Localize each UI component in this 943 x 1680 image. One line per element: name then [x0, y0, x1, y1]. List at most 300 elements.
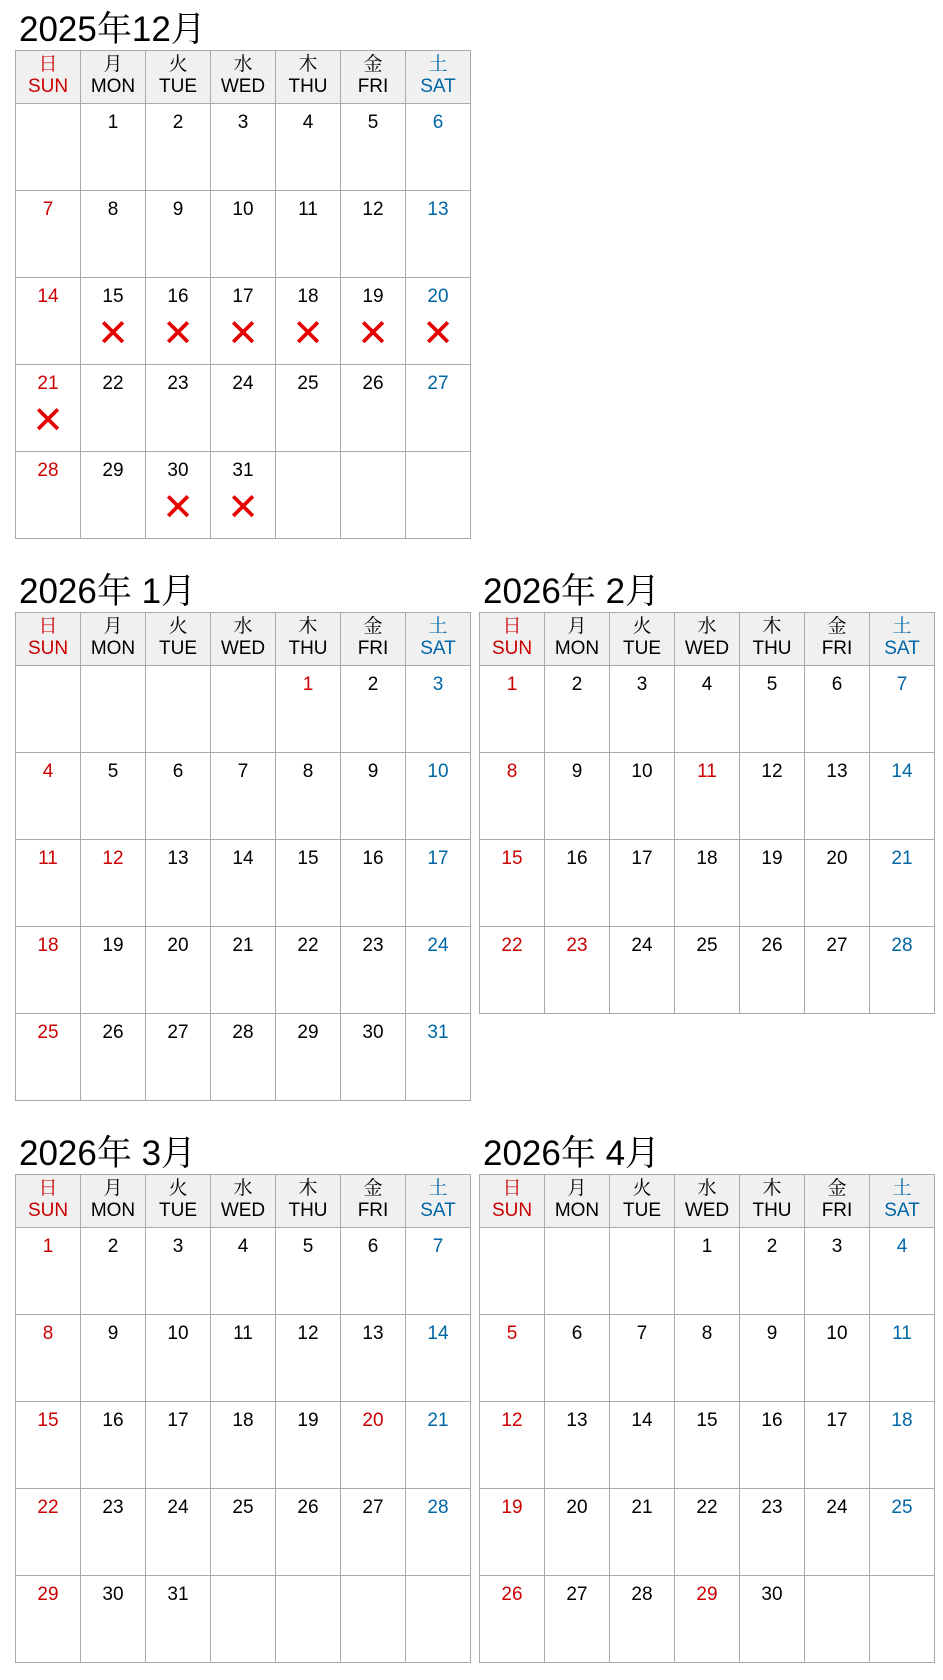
week-row [16, 1315, 471, 1402]
day-number: 25 [37, 1022, 59, 1043]
day-cell[interactable] [610, 1402, 675, 1489]
weekday-mon [81, 1175, 146, 1228]
day-number: 14 [427, 1323, 449, 1344]
day-cell[interactable] [146, 1315, 211, 1402]
weekday-header [480, 613, 935, 666]
day-cell[interactable] [610, 1489, 675, 1576]
day-cell[interactable] [740, 1576, 805, 1663]
weekday-en: MON [90, 76, 136, 97]
day-number: 4 [701, 674, 713, 695]
day-cell[interactable] [545, 840, 610, 927]
day-number: 7 [896, 674, 908, 695]
day-cell[interactable] [545, 753, 610, 840]
day-cell[interactable] [870, 1315, 935, 1402]
day-number: 21 [631, 1497, 653, 1518]
day-number: 12 [761, 761, 783, 782]
day-cell[interactable] [276, 1014, 341, 1101]
day-cell[interactable] [211, 365, 276, 452]
weekday-sat [870, 613, 935, 666]
day-number: 10 [167, 1323, 189, 1344]
day-cell[interactable] [545, 1402, 610, 1489]
day-cell[interactable] [16, 452, 81, 539]
day-cell[interactable] [81, 1315, 146, 1402]
day-number: 23 [566, 935, 588, 956]
day-cell[interactable] [406, 104, 471, 191]
day-number: 26 [102, 1022, 124, 1043]
day-number: 7 [636, 1323, 648, 1344]
day-cell[interactable] [341, 104, 406, 191]
day-number: 11 [38, 848, 58, 869]
weekday-en: THU [752, 1200, 792, 1221]
day-cell[interactable] [545, 1315, 610, 1402]
day-number: 2 [172, 112, 184, 133]
day-number: 17 [826, 1410, 848, 1431]
day-cell[interactable] [406, 1228, 471, 1315]
day-cell[interactable] [341, 278, 406, 365]
week-row [16, 1014, 471, 1101]
week-row [480, 666, 935, 753]
day-cell[interactable] [406, 1489, 471, 1576]
day-cell[interactable] [740, 666, 805, 753]
day-cell[interactable] [870, 1489, 935, 1576]
day-number: 28 [37, 460, 59, 481]
day-cell[interactable] [406, 840, 471, 927]
weekday-mon [81, 613, 146, 666]
day-cell[interactable] [610, 927, 675, 1014]
day-number: 19 [297, 1410, 319, 1431]
empty-cell [406, 1576, 471, 1663]
weekday-jp: 金 [827, 616, 847, 637]
day-cell[interactable] [16, 191, 81, 278]
day-cell[interactable] [146, 191, 211, 278]
day-cell[interactable] [870, 1228, 935, 1315]
day-cell[interactable] [675, 1315, 740, 1402]
day-cell[interactable] [740, 753, 805, 840]
cross-mark-icon: ✕ [292, 313, 324, 355]
day-number: 8 [42, 1323, 54, 1344]
day-number: 26 [297, 1497, 319, 1518]
day-cell[interactable] [870, 666, 935, 753]
weekday-wed [675, 613, 740, 666]
day-number: 4 [42, 761, 54, 782]
day-cell[interactable] [480, 1576, 545, 1663]
day-number: 11 [233, 1323, 253, 1344]
day-cell[interactable] [146, 1402, 211, 1489]
month-calendar [15, 10, 464, 539]
day-cell[interactable] [675, 840, 740, 927]
day-number: 3 [172, 1236, 184, 1257]
weekday-thu [276, 1175, 341, 1228]
empty-cell [870, 1576, 935, 1663]
weekday-en: TUE [623, 1200, 661, 1221]
day-cell[interactable] [675, 1402, 740, 1489]
day-cell[interactable] [16, 927, 81, 1014]
day-cell[interactable] [341, 1489, 406, 1576]
empty-cell [406, 452, 471, 539]
empty-cell [211, 666, 276, 753]
day-number: 28 [232, 1022, 254, 1043]
day-cell[interactable] [81, 753, 146, 840]
day-number: 6 [831, 674, 843, 695]
day-cell[interactable] [480, 1489, 545, 1576]
day-cell[interactable] [276, 278, 341, 365]
weekday-en: TUE [159, 638, 197, 659]
day-cell[interactable] [480, 1402, 545, 1489]
weekday-wed [211, 51, 276, 104]
day-number: 5 [766, 674, 778, 695]
day-cell[interactable] [16, 1402, 81, 1489]
day-cell[interactable] [341, 1228, 406, 1315]
day-number: 31 [232, 460, 254, 481]
day-cell[interactable] [406, 191, 471, 278]
day-cell[interactable] [146, 1228, 211, 1315]
weekday-jp: 日 [38, 616, 58, 637]
day-number: 15 [297, 848, 319, 869]
weekday-en: FRI [821, 638, 853, 659]
day-cell[interactable] [81, 1228, 146, 1315]
weekday-jp: 土 [428, 1178, 448, 1199]
day-number: 29 [102, 460, 124, 481]
day-cell[interactable] [870, 840, 935, 927]
weekday-en: MON [554, 638, 600, 659]
day-number: 9 [571, 761, 583, 782]
day-cell[interactable] [276, 753, 341, 840]
day-number: 30 [102, 1584, 124, 1605]
day-cell[interactable] [480, 840, 545, 927]
day-number: 9 [367, 761, 379, 782]
weekday-tue [146, 613, 211, 666]
day-cell[interactable] [16, 840, 81, 927]
day-number: 15 [37, 1410, 59, 1431]
day-number: 1 [506, 674, 518, 695]
day-number: 22 [37, 1497, 59, 1518]
day-cell[interactable] [146, 452, 211, 539]
day-number: 23 [362, 935, 384, 956]
day-cell[interactable] [146, 753, 211, 840]
day-cell[interactable] [276, 840, 341, 927]
day-number: 8 [506, 761, 518, 782]
day-cell[interactable] [545, 1489, 610, 1576]
day-cell[interactable] [341, 753, 406, 840]
day-cell[interactable] [146, 1014, 211, 1101]
week-row [16, 1228, 471, 1315]
day-number: 1 [107, 112, 119, 133]
weekday-jp: 金 [363, 54, 383, 75]
day-cell[interactable] [16, 753, 81, 840]
empty-cell [276, 1576, 341, 1663]
day-number: 19 [761, 848, 783, 869]
day-number: 2 [367, 674, 379, 695]
day-cell[interactable] [675, 1228, 740, 1315]
day-cell[interactable] [81, 1576, 146, 1663]
day-number: 29 [37, 1584, 59, 1605]
day-cell[interactable] [675, 666, 740, 753]
empty-cell [545, 1228, 610, 1315]
day-number: 1 [302, 674, 314, 695]
week-row [16, 1489, 471, 1576]
day-cell[interactable] [276, 1315, 341, 1402]
weekday-jp: 火 [168, 54, 188, 75]
day-number: 16 [102, 1410, 124, 1431]
week-row [16, 1576, 471, 1663]
day-cell[interactable] [211, 452, 276, 539]
weekday-jp: 金 [363, 616, 383, 637]
day-cell[interactable] [480, 666, 545, 753]
day-number: 21 [891, 848, 913, 869]
day-cell[interactable] [146, 365, 211, 452]
day-cell[interactable] [81, 840, 146, 927]
day-cell[interactable] [805, 840, 870, 927]
day-cell[interactable] [675, 1576, 740, 1663]
day-number: 28 [427, 1497, 449, 1518]
day-cell[interactable] [740, 840, 805, 927]
day-cell[interactable] [211, 753, 276, 840]
day-number: 11 [892, 1323, 912, 1344]
day-number: 24 [167, 1497, 189, 1518]
day-cell[interactable] [805, 1489, 870, 1576]
day-cell[interactable] [740, 927, 805, 1014]
day-cell[interactable] [406, 666, 471, 753]
day-cell[interactable] [81, 927, 146, 1014]
weekday-en: MON [554, 1200, 600, 1221]
day-number: 25 [232, 1497, 254, 1518]
day-cell[interactable] [276, 666, 341, 753]
empty-cell [146, 666, 211, 753]
day-cell[interactable] [341, 666, 406, 753]
weekday-sun [16, 51, 81, 104]
day-cell[interactable] [740, 1489, 805, 1576]
day-cell[interactable] [81, 191, 146, 278]
weekday-thu [740, 1175, 805, 1228]
day-cell[interactable] [341, 1014, 406, 1101]
day-cell[interactable] [480, 927, 545, 1014]
day-cell[interactable] [341, 840, 406, 927]
weekday-en: WED [684, 1200, 730, 1221]
day-cell[interactable] [610, 840, 675, 927]
day-cell[interactable] [146, 927, 211, 1014]
day-cell[interactable] [406, 1014, 471, 1101]
week-row [480, 1576, 935, 1663]
weekday-en: WED [220, 76, 266, 97]
day-number: 12 [297, 1323, 319, 1344]
day-number: 24 [232, 373, 254, 394]
weekday-tue [610, 613, 675, 666]
day-cell[interactable] [480, 1315, 545, 1402]
weekday-sat [870, 1175, 935, 1228]
day-cell[interactable] [16, 278, 81, 365]
day-number: 8 [302, 761, 314, 782]
weekday-tue [610, 1175, 675, 1228]
day-number: 11 [697, 761, 717, 782]
day-cell[interactable] [81, 365, 146, 452]
day-cell[interactable] [545, 666, 610, 753]
day-cell[interactable] [211, 1402, 276, 1489]
weekday-sun [16, 613, 81, 666]
weekday-mon [545, 1175, 610, 1228]
weekday-jp: 日 [502, 616, 522, 637]
day-cell[interactable] [146, 278, 211, 365]
day-cell[interactable] [610, 1576, 675, 1663]
day-cell[interactable] [740, 1228, 805, 1315]
weekday-jp: 水 [233, 54, 253, 75]
weekday-fri [341, 1175, 406, 1228]
day-cell[interactable] [81, 104, 146, 191]
day-number: 1 [42, 1236, 54, 1257]
day-cell[interactable] [16, 1315, 81, 1402]
day-cell[interactable] [610, 1315, 675, 1402]
day-cell[interactable] [675, 753, 740, 840]
weekday-jp: 月 [103, 1178, 123, 1199]
weekday-jp: 土 [892, 616, 912, 637]
day-cell[interactable] [675, 1489, 740, 1576]
day-cell[interactable] [805, 666, 870, 753]
day-cell[interactable] [146, 1489, 211, 1576]
day-number: 3 [636, 674, 648, 695]
day-number: 27 [362, 1497, 384, 1518]
day-cell[interactable] [276, 191, 341, 278]
day-cell[interactable] [211, 104, 276, 191]
day-number: 31 [427, 1022, 449, 1043]
day-cell[interactable] [16, 1576, 81, 1663]
week-row [16, 191, 471, 278]
day-cell[interactable] [276, 1402, 341, 1489]
day-number: 14 [37, 286, 59, 307]
day-number: 19 [102, 935, 124, 956]
day-cell[interactable] [406, 278, 471, 365]
day-number: 7 [42, 199, 54, 220]
day-cell[interactable] [406, 927, 471, 1014]
day-cell[interactable] [81, 1489, 146, 1576]
day-cell[interactable] [341, 191, 406, 278]
day-number: 14 [631, 1410, 653, 1431]
day-cell[interactable] [211, 1228, 276, 1315]
day-cell[interactable] [870, 753, 935, 840]
weekday-en: WED [220, 638, 266, 659]
day-cell[interactable] [805, 1228, 870, 1315]
day-cell[interactable] [610, 666, 675, 753]
day-cell[interactable] [146, 104, 211, 191]
month-calendar [479, 1134, 928, 1663]
day-number: 25 [696, 935, 718, 956]
weekday-en: SUN [491, 1200, 533, 1221]
day-cell[interactable] [276, 104, 341, 191]
day-cell[interactable] [276, 365, 341, 452]
day-cell[interactable] [276, 1489, 341, 1576]
day-cell[interactable] [805, 927, 870, 1014]
day-cell[interactable] [81, 1402, 146, 1489]
day-cell[interactable] [211, 191, 276, 278]
day-cell[interactable] [146, 840, 211, 927]
day-cell[interactable] [406, 365, 471, 452]
cross-mark-icon: ✕ [422, 313, 454, 355]
weekday-en: SAT [420, 638, 456, 659]
day-cell[interactable] [81, 278, 146, 365]
day-number: 20 [826, 848, 848, 869]
day-cell[interactable] [805, 1315, 870, 1402]
day-number: 15 [696, 1410, 718, 1431]
day-cell[interactable] [805, 753, 870, 840]
weekday-en: FRI [357, 76, 389, 97]
day-cell[interactable] [545, 927, 610, 1014]
day-cell[interactable] [341, 365, 406, 452]
weekday-jp: 木 [762, 1178, 782, 1199]
day-cell[interactable] [211, 1014, 276, 1101]
day-number: 17 [427, 848, 449, 869]
week-row [480, 840, 935, 927]
day-number: 18 [891, 1410, 913, 1431]
empty-cell [81, 666, 146, 753]
day-cell[interactable] [16, 1489, 81, 1576]
empty-cell [610, 1228, 675, 1315]
day-cell[interactable] [211, 840, 276, 927]
day-cell[interactable] [610, 753, 675, 840]
month-calendar [479, 572, 928, 1014]
day-cell[interactable] [211, 1315, 276, 1402]
weekday-jp: 火 [632, 1178, 652, 1199]
day-cell[interactable] [870, 927, 935, 1014]
day-cell[interactable] [675, 927, 740, 1014]
weekday-fri [805, 1175, 870, 1228]
day-number: 3 [432, 674, 444, 695]
day-cell[interactable] [211, 278, 276, 365]
day-cell[interactable] [211, 927, 276, 1014]
day-cell[interactable] [406, 753, 471, 840]
day-cell[interactable] [870, 1402, 935, 1489]
week-row [16, 278, 471, 365]
day-number: 10 [631, 761, 653, 782]
day-cell[interactable] [81, 1014, 146, 1101]
calendar-grid [15, 50, 471, 539]
day-number: 2 [107, 1236, 119, 1257]
day-number: 12 [501, 1410, 523, 1431]
day-cell[interactable] [276, 927, 341, 1014]
day-cell[interactable] [16, 1228, 81, 1315]
day-cell[interactable] [81, 452, 146, 539]
day-cell[interactable] [740, 1315, 805, 1402]
day-number: 19 [501, 1497, 523, 1518]
day-cell[interactable] [740, 1402, 805, 1489]
weekday-jp: 月 [103, 616, 123, 637]
day-number: 23 [102, 1497, 124, 1518]
weekday-sat [406, 51, 471, 104]
week-row [480, 753, 935, 840]
day-cell[interactable] [545, 1576, 610, 1663]
day-cell[interactable] [146, 1576, 211, 1663]
weekday-en: SUN [27, 1200, 69, 1221]
day-cell[interactable] [341, 1402, 406, 1489]
day-cell[interactable] [276, 1228, 341, 1315]
weekday-en: THU [752, 638, 792, 659]
weekday-sun [16, 1175, 81, 1228]
weekday-en: SAT [420, 1200, 456, 1221]
day-cell[interactable] [406, 1315, 471, 1402]
day-number: 16 [761, 1410, 783, 1431]
day-cell[interactable] [16, 365, 81, 452]
day-cell[interactable] [480, 753, 545, 840]
cross-mark-icon: ✕ [227, 313, 259, 355]
day-cell[interactable] [211, 1489, 276, 1576]
weekday-en: SAT [884, 1200, 920, 1221]
day-number: 29 [297, 1022, 319, 1043]
day-cell[interactable] [341, 927, 406, 1014]
day-cell[interactable] [341, 1315, 406, 1402]
day-cell[interactable] [406, 1402, 471, 1489]
weekday-wed [675, 1175, 740, 1228]
day-cell[interactable] [16, 1014, 81, 1101]
day-number: 18 [297, 286, 319, 307]
weekday-jp: 水 [697, 1178, 717, 1199]
day-cell[interactable] [805, 1402, 870, 1489]
